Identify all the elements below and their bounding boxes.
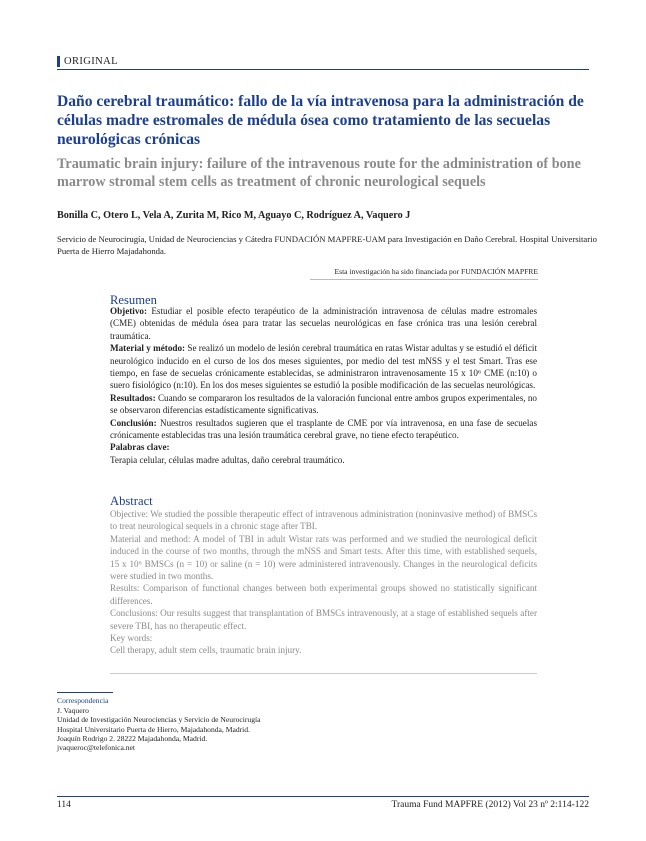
resumen-conclusion (110, 417, 537, 442)
objetivo-label: Objetivo: (110, 306, 147, 316)
section-label (57, 56, 118, 67)
abstract-results (110, 582, 537, 607)
objective-text: We studied the possible therapeutic effect of intravenous administration (noninvasive method) of BMSCs to treat neurological sequels in a chronic stage after TBI. (110, 509, 537, 532)
resumen-objetivo (110, 305, 537, 342)
correspondence-block (57, 706, 260, 752)
abstract-keywords: Cell therapy, adult stem cells, traumatic brain injury. (110, 645, 302, 656)
abstract-end-rule (110, 673, 537, 674)
section-label-text: ORIGINAL (64, 56, 118, 67)
conclusion-label: Conclusión: (110, 417, 157, 428)
correspondence-heading: Correspondencia (57, 696, 109, 705)
abstract-method (110, 533, 537, 583)
metodo-label: Material y método: (110, 343, 186, 354)
funding-note: Esta investigación ha sido financiada por FUNDACIÓN MAPFRE (334, 267, 538, 276)
results-label: Results: (110, 583, 140, 594)
abstract-objective (110, 508, 537, 533)
section-marker (57, 56, 60, 67)
correspondence-rule (57, 692, 113, 693)
page-number: 114 (57, 800, 71, 810)
correspondence-line-2: Hospital Universitario Puerta de Hierro, Majadahonda, Madrid. (57, 724, 250, 734)
resultados-text: Cuando se compararon los resultados de la valoración funcional entre ambos grupos experimentales, no se observaron diferencias estadísticamente significativas. (110, 392, 537, 416)
metodo-text: Se realizó un modelo de lesión cerebral traumática en ratas Wistar adultas y se estudió el déficit neurológico inducido en el curso de los dos meses siguientes, por medio del test mNSS y el test Smart. Tras ese tiempo, en fase de secuelas crónicamente establecidas, se administraron intravenosamente 15 x 10⁶ CME (n:10) o suero fisiológico (n:10). En los dos meses siguientes se estudió la posible modificación de las secuelas neurológicas. (110, 343, 537, 391)
palabras-clave-label: Palabras clave: (110, 442, 170, 453)
conclusions-label: Conclusions: (110, 608, 158, 619)
correspondence-line-3: Joaquín Rodrigo 2. 28222 Majadahonda, Madrid. (57, 733, 208, 743)
article-title-spanish: Daño cerebral traumático: fallo de la vía intravenosa para la administración de células madre estromales de médula ósea como tratamiento de las secuelas neurológicas crónicas (57, 93, 584, 148)
conclusions-text: Our results suggest that transplantation of BMSCs intravenously, at a stage of established sequels after severe TBI, has no therapeutic effect. (110, 608, 537, 631)
results-text: Comparison of functional changes between both experimental groups showed no statistically significant differences. (110, 583, 537, 606)
affiliation: Servicio de Neurocirugía, Unidad de Neurociencias y Cátedra FUNDACIÓN MAPFRE-UAM para Investigación en Daño Cerebral. Hospital Universitario Puerta de Hierro Majadahonda. (57, 234, 597, 256)
top-rule (57, 69, 589, 70)
footer-rule (57, 796, 589, 797)
method-text: A model of TBI in adult Wistar rats was performed and we studied the neurological deficit induced in the course of two months, through the mNSS and Smart tests. After this time, with established sequels, 15 x 10⁶ BMSCs (n = 10) or saline (n = 10) were administered intravenously. Changes in the neurological deficits were studied in two months. (110, 533, 537, 582)
resumen-body (110, 305, 537, 466)
correspondence-email[interactable]: jvaqueroc@telefonica.net (57, 743, 136, 753)
article-title-english: Traumatic brain injury: failure of the intravenous route for the administration of bone marrow stromal stem cells as treatment of chronic neurological sequels (57, 156, 581, 190)
objective-label: Objective: (110, 509, 149, 519)
conclusion-text: Nuestros resultados sugieren que el trasplante de CME por vía intravenosa, en una fase de secuelas crónicamente establecidas tras una lesión traumática cerebral grave, no tiene efecto terapéutico. (110, 417, 537, 441)
funding-rule (310, 279, 538, 280)
journal-citation: Trauma Fund MAPFRE (2012) Vol 23 nº 2:114-122 (391, 800, 589, 810)
objetivo-text: Estudiar el posible efecto terapéutico de la administración intravenosa de células madre estromales (CME) obtenidas de médula ósea para tratar las secuelas neurológicas en fase crónica tras una lesión cerebral traumática. (110, 306, 537, 341)
abstract-heading: Abstract (110, 494, 153, 508)
abstract-body (110, 508, 537, 657)
resumen-metodo (110, 342, 537, 392)
resumen-keywords: Terapia celular, células madre adultas, daño cerebral traumático. (110, 454, 345, 465)
resultados-label: Resultados: (110, 392, 156, 403)
method-label: Material and method: (110, 533, 191, 544)
resumen-heading: Resumen (110, 293, 157, 307)
correspondence-line-1: Unidad de Investigación Neurociencias y Servicio de Neurocirugía (57, 715, 261, 725)
resumen-resultados (110, 392, 537, 417)
abstract-keywords-label: Key words: (110, 633, 153, 644)
abstract-conclusions (110, 607, 537, 632)
correspondence-name: J. Vaquero (57, 706, 89, 715)
resumen-keywords-label (110, 441, 537, 453)
author-list: Bonilla C, Otero L, Vela A, Zurita M, Rico M, Aguayo C, Rodríguez A, Vaquero J (57, 210, 411, 221)
